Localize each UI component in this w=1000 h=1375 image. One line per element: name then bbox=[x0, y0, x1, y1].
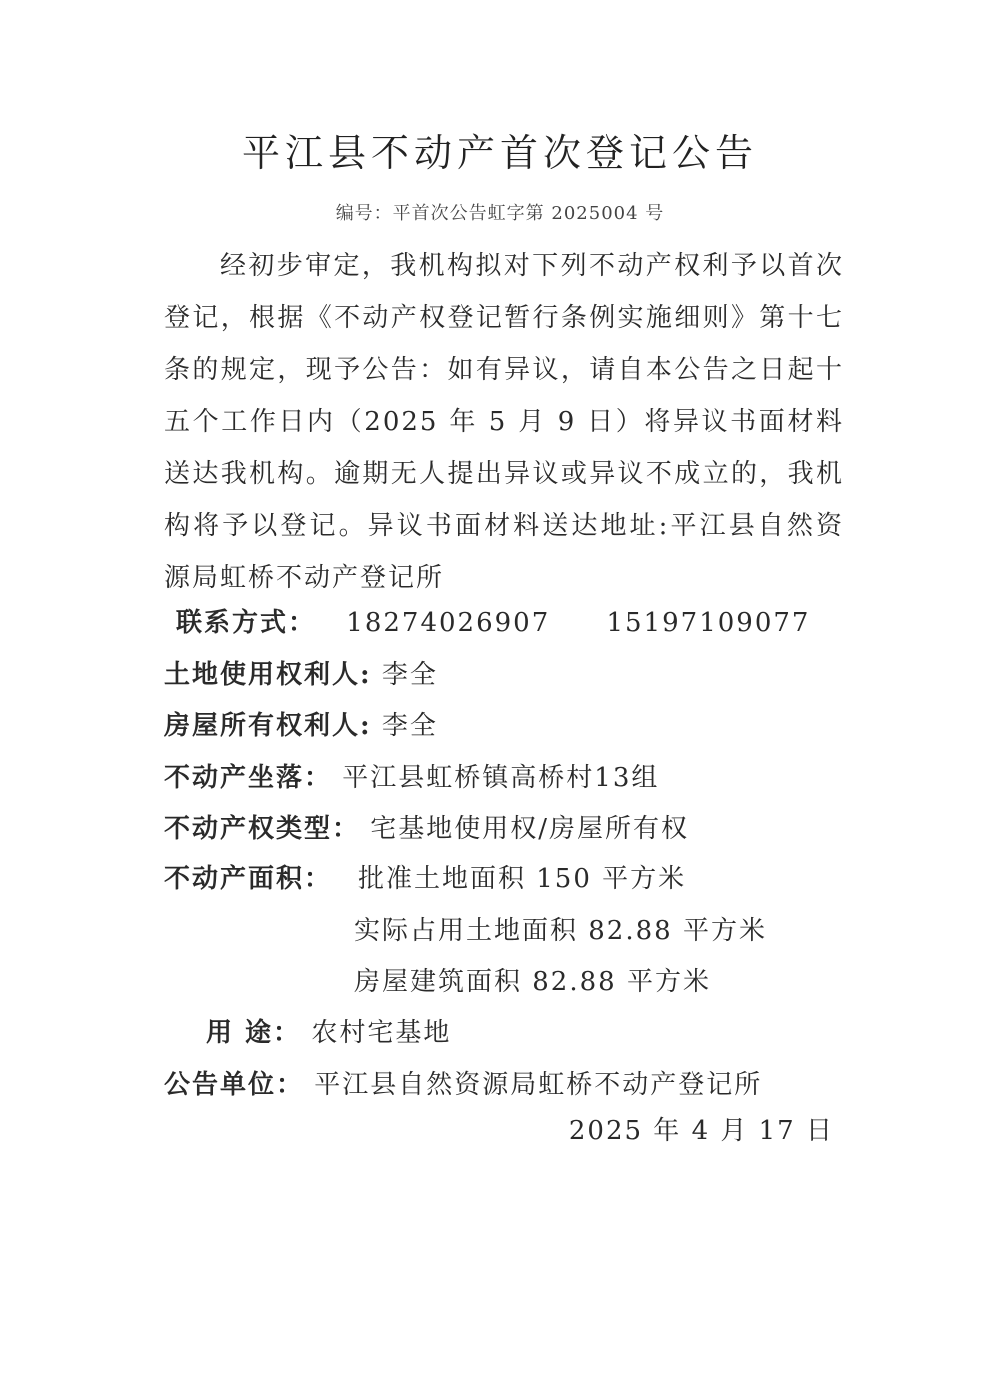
notice-date: 2025 年 4 月 17 日 bbox=[568, 1116, 834, 1146]
location-label: 不动产坐落： bbox=[164, 763, 333, 793]
notice-title: 平江县不动产首次登记公告 bbox=[241, 131, 758, 175]
right-type-value: 宅基地使用权/房屋所有权 bbox=[370, 814, 690, 844]
land-right-holder-value: 李全 bbox=[381, 660, 438, 690]
right-type-label: 不动产权类型： bbox=[164, 814, 361, 844]
notice-body: 经初步审定，我机构拟对下列不动产权利予以首次登记，根据《不动产权登记暂行条例实施细则》第十七条的规定，现予公告：如有异议，请自本公告之日起十五个工作日内（2025 年 5 月 9 日）将异议书面材料送达我机构。逾期无人提出异议或异议不成立的，我机构将予以登记。异议书面材料送达地址:平江县自然资源局虹桥不动产登记所 bbox=[164, 251, 844, 593]
contact-phone-1: 18274026907 bbox=[346, 608, 551, 638]
location-value: 平江县虹桥镇高桥村13组 bbox=[342, 763, 660, 793]
issuer-row bbox=[164, 1064, 762, 1101]
usage-value: 农村宅基地 bbox=[311, 1018, 452, 1048]
right-type-row bbox=[164, 808, 689, 845]
land-right-holder-row bbox=[164, 654, 438, 691]
usage-label: 用 途： bbox=[206, 1018, 302, 1048]
issuer-label: 公告单位： bbox=[164, 1070, 305, 1100]
contact-row bbox=[176, 602, 810, 639]
area-row bbox=[164, 858, 332, 895]
issuer-value: 平江县自然资源局虹桥不动产登记所 bbox=[314, 1070, 763, 1100]
contact-label: 联系方式： bbox=[176, 608, 317, 638]
location-row bbox=[164, 757, 659, 794]
document-number: 编号：平首次公告虹字第 2025004 号 bbox=[335, 203, 665, 224]
house-owner-row bbox=[164, 705, 438, 742]
area-label: 不动产面积： bbox=[164, 864, 333, 894]
area-approved: 批准土地面积 150 平方米 bbox=[358, 864, 687, 894]
usage-row bbox=[206, 1012, 451, 1049]
area-building: 房屋建筑面积 82.88 平方米 bbox=[354, 967, 711, 997]
contact-phone-2: 15197109077 bbox=[606, 608, 811, 638]
house-owner-value: 李全 bbox=[381, 711, 438, 741]
house-owner-label: 房屋所有权利人: bbox=[164, 711, 372, 741]
area-occupied: 实际占用土地面积 82.88 平方米 bbox=[354, 916, 767, 946]
land-right-holder-label: 土地使用权利人: bbox=[164, 660, 372, 690]
